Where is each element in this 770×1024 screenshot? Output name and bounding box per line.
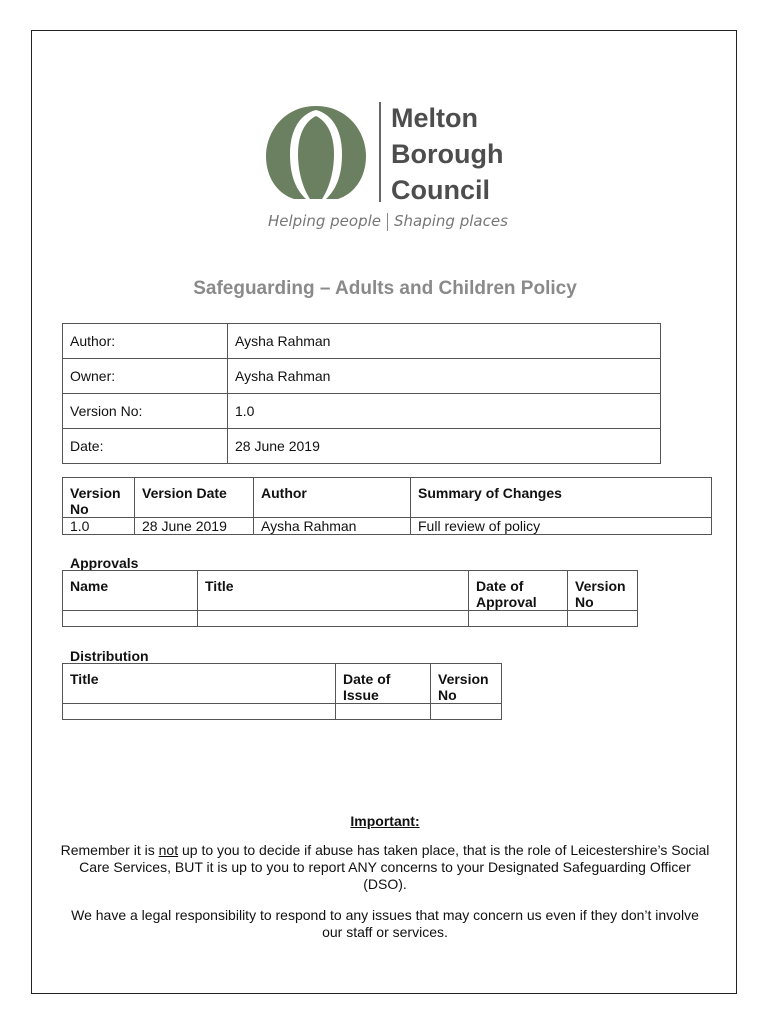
emphasis-not: not: [158, 842, 179, 858]
author-cell: Aysha Rahman: [254, 518, 411, 535]
table-row: [63, 429, 661, 464]
column-header: Summary of Changes: [411, 478, 712, 518]
distribution-table: [62, 663, 502, 720]
column-header: Title: [63, 664, 336, 704]
table-row: [63, 704, 502, 720]
important-paragraph-1: Remember it is not up to you to decide if abuse has taken place, that is the role of Leicestershire’s Social Care Services, BUT it is up to you to report ANY concerns to your Designated Safeguarding Officer (DSO).: [60, 842, 710, 892]
approvals-table: [62, 570, 638, 627]
table-header-row: [63, 478, 712, 518]
tagline-left: Helping people: [268, 212, 382, 230]
version-cell: 1.0: [63, 518, 135, 535]
meta-label: Date:: [63, 429, 228, 464]
table-header-row: [63, 571, 638, 611]
column-header: Title: [198, 571, 469, 611]
approvals-label: Approvals: [70, 555, 139, 571]
document-meta-table: [62, 323, 661, 464]
column-header: Version Date: [135, 478, 254, 518]
council-logo: [264, 100, 524, 240]
council-name-line1: Melton: [391, 103, 478, 133]
tagline-separator: [387, 213, 388, 231]
empty-cell: [568, 611, 638, 627]
date-cell: 28 June 2019: [135, 518, 254, 535]
table-header-row: [63, 664, 502, 704]
important-notice: [60, 813, 710, 955]
logo-divider: [379, 102, 381, 202]
council-emblem-icon: [264, 104, 368, 200]
logo-tagline: [268, 212, 508, 231]
table-row: [63, 518, 712, 535]
empty-cell: [336, 704, 431, 720]
meta-value: 1.0: [228, 394, 661, 429]
column-header: Version No: [431, 664, 502, 704]
important-heading: Important:: [350, 813, 420, 829]
table-row: [63, 324, 661, 359]
empty-cell: [198, 611, 469, 627]
distribution-label: Distribution: [70, 648, 149, 664]
column-header: Version No: [63, 478, 135, 518]
column-header: Date of Approval: [469, 571, 568, 611]
document-title: Safeguarding – Adults and Children Policy: [193, 278, 577, 299]
meta-label: Author:: [63, 324, 228, 359]
important-paragraph-2: We have a legal responsibility to respond to any issues that may concern us even if they don’t involve our staff or services.: [71, 907, 699, 940]
column-header: Version No: [568, 571, 638, 611]
column-header: Date of Issue: [336, 664, 431, 704]
meta-label: Owner:: [63, 359, 228, 394]
meta-value: 28 June 2019: [228, 429, 661, 464]
version-history-table: [62, 477, 712, 535]
meta-label: Version No:: [63, 394, 228, 429]
council-name: [391, 100, 503, 208]
council-name-line3: Council: [391, 175, 490, 205]
empty-cell: [63, 611, 198, 627]
column-header: Author: [254, 478, 411, 518]
empty-cell: [469, 611, 568, 627]
table-row: [63, 611, 638, 627]
table-row: [63, 394, 661, 429]
summary-cell: Full review of policy: [411, 518, 712, 535]
empty-cell: [63, 704, 336, 720]
council-name-line2: Borough: [391, 139, 504, 169]
tagline-right: Shaping places: [394, 212, 508, 230]
meta-value: Aysha Rahman: [228, 359, 661, 394]
column-header: Name: [63, 571, 198, 611]
meta-value: Aysha Rahman: [228, 324, 661, 359]
table-row: [63, 359, 661, 394]
empty-cell: [431, 704, 502, 720]
